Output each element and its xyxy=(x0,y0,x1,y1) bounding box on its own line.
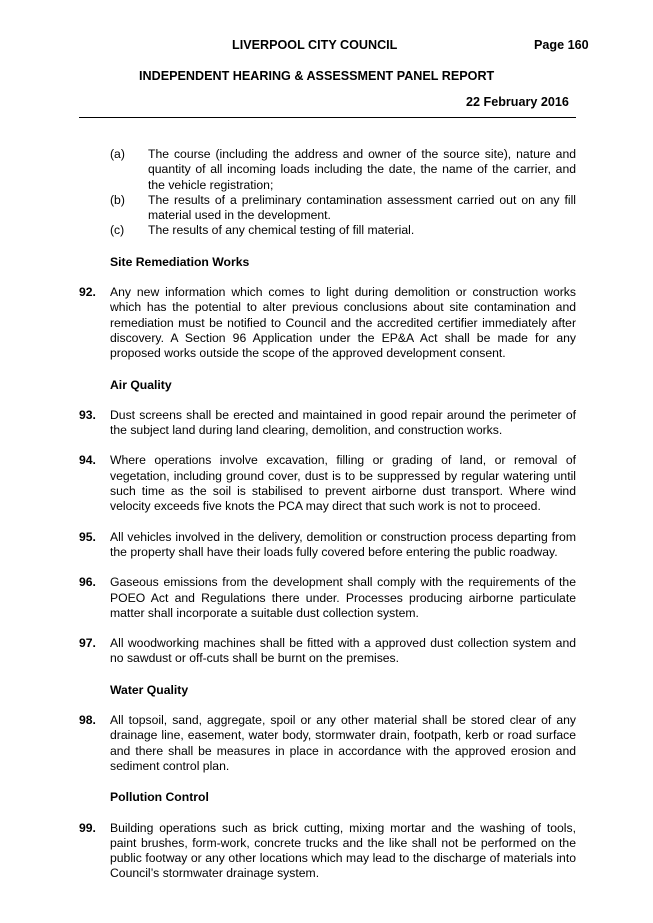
condition-text: All topsoil, sand, aggregate, spoil or any other material shall be stored clear of any drainage line, easement, water body, stormwater drain, footpath, kerb or road surface and there shall be measures in place in accordance with the approved erosion and sediment control plan. xyxy=(110,713,576,773)
page-number: Page 160 xyxy=(534,38,589,52)
council-name: LIVERPOOL CITY COUNCIL xyxy=(232,38,398,52)
condition-text: Building operations such as brick cutting, mixing mortar and the washing of tools, paint brushes, form-work, concrete trucks and the like shall not be performed on the public footway or any other locations which may lead to the discharge of materials into Council’s stormwater drainage system. xyxy=(110,820,576,881)
header-rule xyxy=(79,117,576,118)
condition-number: 93. xyxy=(79,407,96,422)
section-heading: Pollution Control xyxy=(110,790,209,805)
list-item xyxy=(79,193,576,224)
condition-item xyxy=(79,285,576,361)
condition-number: 98. xyxy=(79,713,96,728)
condition-number: 95. xyxy=(79,529,96,544)
report-date: 22 February 2016 xyxy=(466,95,569,109)
list-item-text: The course (including the address and owner of the source site), nature and quantity of all incoming loads including the date, the name of the carrier, and the vehicle registration; xyxy=(148,147,576,192)
list-item-label: (a) xyxy=(110,147,125,161)
list-item xyxy=(79,147,576,193)
condition-item xyxy=(79,453,576,514)
document-body xyxy=(79,147,576,882)
condition-item xyxy=(79,713,576,774)
condition-number: 99. xyxy=(79,820,96,835)
section-heading: Water Quality xyxy=(110,682,189,697)
list-item-label: (c) xyxy=(110,223,125,238)
condition-text: All vehicles involved in the delivery, demolition or construction process departing from the property shall have their loads fully covered before entering the public roadway. xyxy=(110,529,576,559)
condition-text: All woodworking machines shall be fitted with a approved dust collection system and no sawdust or off-cuts shall be burnt on the premises. xyxy=(110,636,576,666)
condition-number: 97. xyxy=(79,636,96,651)
condition-text: Gaseous emissions from the development shall comply with the requirements of the POEO Act and Regulations there under. Processes producing airborne particulate matter shall incorporate a suitable dust collection system. xyxy=(110,575,576,620)
list-item xyxy=(79,223,576,238)
condition-number: 92. xyxy=(79,285,96,300)
condition-item xyxy=(79,530,576,561)
section-heading: Site Remediation Works xyxy=(110,254,250,269)
condition-item xyxy=(79,408,576,439)
report-title: INDEPENDENT HEARING & ASSESSMENT PANEL REPORT xyxy=(139,69,495,83)
condition-text: Dust screens shall be erected and maintained in good repair around the perimeter of the subject land during land clearing, demolition, and construction works. xyxy=(110,407,576,438)
condition-number: 96. xyxy=(79,575,96,590)
list-item-label: (b) xyxy=(110,192,125,207)
section-heading: Air Quality xyxy=(110,377,172,392)
list-item-text: The results of a preliminary contamination assessment carried out on any fill material used in the development. xyxy=(148,192,576,223)
condition-number: 94. xyxy=(79,453,96,468)
condition-item xyxy=(79,575,576,621)
condition-text: Any new information which comes to light during demolition or construction works which has the potential to alter previous conclusions about site contamination and remediation must be notified to Council and the accredited certifier immediately after discovery. A Section 96 Application under the EP&A Act shall be made for any proposed works outside the scope of the approved development consent. xyxy=(110,285,576,361)
condition-text: Where operations involve excavation, filling or grading of land, or removal of vegetation, including ground cover, dust is to be suppressed by regular watering until such time as the soil is stabilised to prevent airborne dust transport. Where wind velocity exceeds five knots the PCA may direct that such work is not to proceed. xyxy=(110,453,576,514)
list-item-text: The results of any chemical testing of fill material. xyxy=(148,223,415,238)
condition-item xyxy=(79,821,576,882)
condition-item xyxy=(79,636,576,667)
